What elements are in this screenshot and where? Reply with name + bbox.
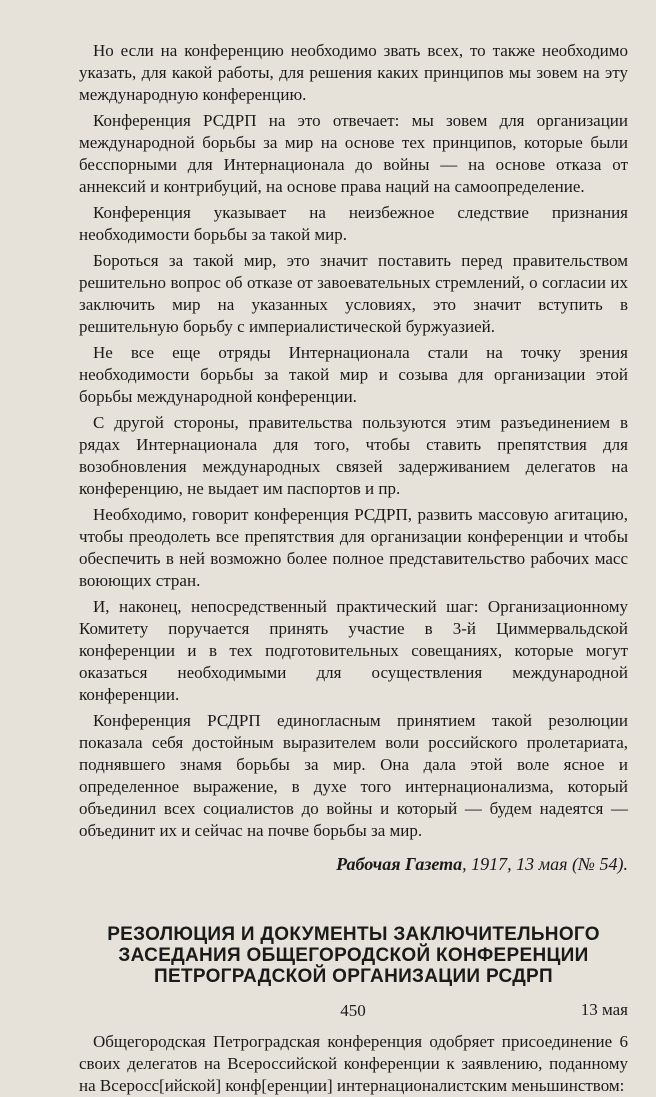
paragraph-1: Но если на конференцию необходимо звать всех, то также необходимо указать, для какой работы, для решения каких принципов мы зовем на эту международную конференцию. bbox=[79, 41, 628, 104]
paragraph-9: Конференция РСДРП единогласным принятием такой резолюции показала себя достойным выразителем воли российского пролетариата, поднявшего знамя борьбы за мир. Она дала этой воле ясное и определенное выражение, в духе того интернационализма, который объединил всех социалистов до войны и который — будем надеятся — объединит их и сейчас на почве борьбы за мир. bbox=[79, 711, 628, 840]
paragraph-5: Не все еще отряды Интернационала стали на точку зрения необходимости борьбы за такой мир и созыва для организации этой борьбы международной конференции. bbox=[79, 343, 628, 406]
paragraph-7: Необходимо, говорит конференция РСДРП, развить массовую агитацию, чтобы преодолеть все препятствия для организации конференции и чтобы обеспечить в ней возможно более полное представительство рабочих масс воюющих стран. bbox=[79, 505, 628, 590]
paragraph-6: С другой стороны, правительства пользуются этим разъединением в рядах Интернационала для того, чтобы ставить препятствия для возобновления международных связей задерживанием делегатов на конференцию, не выдает им паспортов и пр. bbox=[79, 413, 628, 498]
section-date: 13 мая bbox=[580, 1000, 628, 1019]
source-paper-name: Рабочая Газета bbox=[336, 854, 463, 874]
final-paragraph: Общегородская Петроградская конференция одобряет присоединение 6 своих делегатов на Всероссийской конференции к заявлению, поданному на Всеросс[ийской] конф[еренции] интернационалистским меньшинством: bbox=[79, 1032, 628, 1095]
paragraph-4: Бороться за такой мир, это значит поставить перед правительством решительно вопрос об отказе от завоевательных стремлений, о согласии их заключить мир на указанных условиях, это значит вступить в решительную борьбу с империалистической буржуазией. bbox=[79, 251, 628, 336]
source-citation bbox=[79, 852, 628, 876]
page-number: 450 bbox=[340, 1001, 366, 1020]
paragraph-2: Конференция РСДРП на это отвечает: мы зовем для организации международной борьбы за мир на основе тех принципов, которые были бесспорными для Интернационала до войны — на основе отказа от аннексий и контрибуций, на основе права наций на самоопределение. bbox=[79, 111, 628, 196]
paragraph-8: И, наконец, непосредственный практический шаг: Организационному Комитету поручается принять участие в 3-й Циммервальдской конференции и в тех подготовительных совещаниях, которые могут оказаться необходимыми для осуществления международной конференции. bbox=[79, 597, 628, 704]
section-heading: РЕЗОЛЮЦИЯ И ДОКУМЕНТЫ ЗАКЛЮЧИТЕЛЬНОГО ЗАСЕДАНИЯ ОБЩЕГОРОДСКОЙ КОНФЕРЕНЦИИ ПЕТРОГРАДСКОЙ ОРГАНИЗАЦИИ РСДРП bbox=[107, 924, 600, 987]
source-details: , 1917, 13 мая (№ 54). bbox=[462, 854, 628, 874]
paragraph-3: Конференция указывает на неизбежное следствие признания необходимости борьбы за такой мир. bbox=[79, 203, 628, 244]
